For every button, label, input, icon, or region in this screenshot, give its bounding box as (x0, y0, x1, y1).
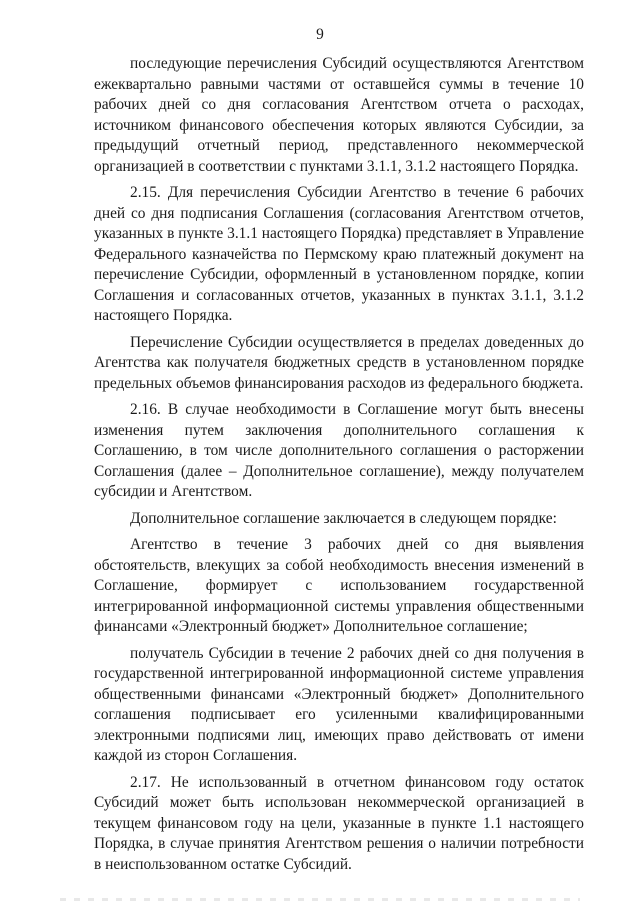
paragraph-2-17: 2.17. Не использованный в отчетном финансовом году остаток Субсидий может быть использован некоммерческой организацией в текущем финансовом году на цели, указанные в пункте 1.1 настоящего Порядка, в случае принятия Агентством решения о наличии потребности в неиспользованном остатке Субсидий. (94, 773, 584, 873)
paragraph-2-16: 2.16. В случае необходимости в Соглашение могут быть внесены изменения путем заключения дополнительного соглашения к Соглашению, в том числе дополнительного соглашения о расторжении Соглашения (далее – Дополнительное соглашение), между получателем субсидии и Агентством. (94, 401, 584, 500)
paragraph-continuation: последующие перечисления Субсидий осуществляются Агентством ежеквартально равными частями от оставшейся суммы в течение 10 рабочих дней со дня согласования Агентством отчета о расходах, источником финансового обеспечения которых являются Субсидии, за предыдущий отчетный период, представленного некоммерческой организацией в соответствии с пунктами 3.1.1, 3.1.2 настоящего Порядка. (94, 55, 584, 175)
document-body (94, 54, 584, 881)
paragraph-2-15: 2.15. Для перечисления Субсидии Агентство в течение 6 рабочих дней со дня подписания Соглашения (согласования Агентством отчетов, указанных в пункте 3.1.1 настоящего Порядка) представляет в Управление Федерального казначейства по Пермскому краю платежный документ на перечисление Субсидии, оформленный в установленном порядке, копии Соглашения и согласованных отчетов, указанных в пунктах 3.1.1, 3.1.2 настоящего Порядка. (94, 184, 584, 324)
scan-edge-artifact (60, 898, 580, 901)
paragraph-transfer: Перечисление Субсидии осуществляется в пределах доведенных до Агентства как получателя бюджетных средств в установленном порядке предельных объемов финансирования расходов из федерального бюджета. (94, 333, 584, 392)
paragraph-recipient-step: получатель Субсидии в течение 2 рабочих дней со дня получения в государственной интегрированной информационной системе управления общественными финансами «Электронный бюджет» Дополнительного соглашения подписывает его усиленными квалифицированными электронными подписями лиц, имеющих право действовать от имени каждой из сторон Соглашения. (94, 644, 584, 764)
paragraph-agency-step: Агентство в течение 3 рабочих дней со дня выявления обстоятельств, влекущих за собой необходимость внесения изменений в Соглашение, формирует с использованием государственной интегрированной информационной системы управления общественными финансами «Электронный бюджет» Дополнительное соглашение; (94, 536, 584, 635)
paragraph-additional-agreement: Дополнительное соглашение заключается в следующем порядке: (130, 509, 557, 527)
page-number: 9 (316, 26, 324, 43)
